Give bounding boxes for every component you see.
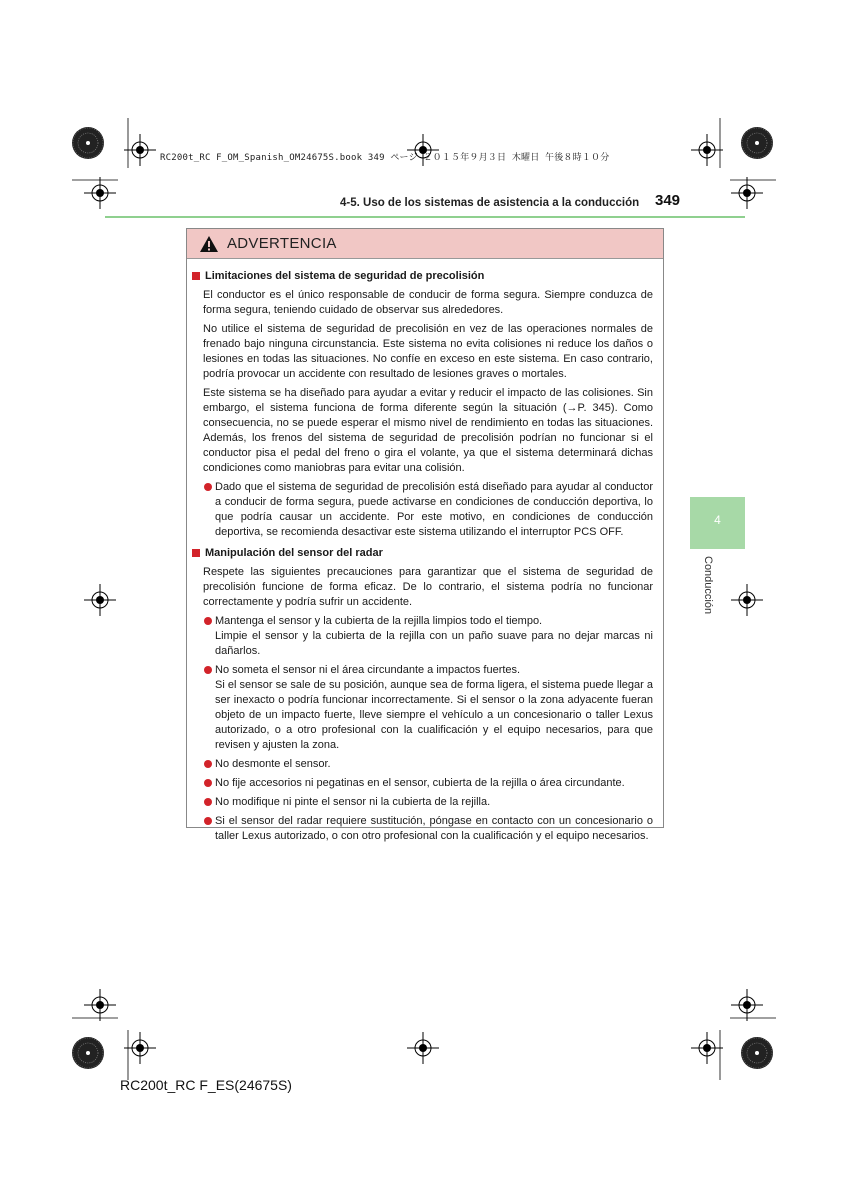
- chapter-tab: [690, 497, 745, 549]
- bullet-item: Mantenga el sensor y la cubierta de la rejilla limpios todo el tiempo. Limpie el sensor y la cubierta de la rejilla con un paño suave para no dejar marcas ni dañarlos.: [187, 614, 663, 659]
- bullet-item: No modifique ni pinte el sensor ni la cubierta de la rejilla.: [187, 795, 663, 810]
- chapter-label: Conducción: [702, 556, 714, 615]
- paragraph: El conductor es el único responsable de conducir de forma segura. Siempre conduzca de forma segura, teniendo cuidado de observar sus alrededores.: [203, 289, 653, 316]
- warning-triangle-icon: [199, 235, 219, 253]
- red-bullet-icon: [204, 779, 212, 787]
- paragraph: Respete las siguientes precauciones para garantizar que el sistema de seguridad de precolisión funcione de forma eficaz. De lo contrario, el sistema podría no funcionar correctamente y podría sufrir un accidente.: [203, 566, 653, 608]
- red-bullet-icon: [204, 483, 212, 491]
- subsection-heading: Manipulación del sensor del radar: [187, 546, 663, 561]
- warning-box: [186, 228, 664, 842]
- subsection-heading: Limitaciones del sistema de seguridad de precolisión: [187, 269, 663, 284]
- red-bullet-icon: [204, 617, 212, 625]
- bullet-item: Si el sensor del radar requiere sustitución, póngase en contacto con un concesionario o taller Lexus autorizado, o con otro profesional con la cualificación y el equipo necesarios.: [187, 814, 663, 844]
- page-number: 349: [655, 192, 681, 209]
- bullet-item: Dado que el sistema de seguridad de precolisión está diseñado para ayudar al conductor a conducir de forma segura, puede activarse en condiciones de conducción deportiva, lo que podría causar un accidente. Por este motivo, en condiciones de conducción deportiva, se recomienda desactivar este sistema utilizando el interruptor PCS OFF.: [187, 480, 663, 540]
- red-square-icon: [192, 549, 200, 557]
- bullet-item: No desmonte el sensor.: [187, 757, 663, 772]
- red-bullet-icon: [204, 817, 212, 825]
- bullet-item: No someta el sensor ni el área circundante a impactos fuertes. Si el sensor se sale de su posición, aunque sea de forma ligera, el sistema puede llegar a ser inexacto o podría funcionar incorrectamente. Si el sensor o la zona adyacente fueran objeto de un impacto fuerte, lleve siempre el vehículo a un concesionario o taller Lexus autorizado, o a otro profesional con la cualificación y el equipo necesarios, para que revisen y ajusten la zona.: [187, 663, 663, 753]
- paragraph: No utilice el sistema de seguridad de precolisión en vez de las operaciones normales de frenado bajo ninguna circunstancia. Este sistema no evita colisiones ni reduce los daños o lesiones en todas las situaciones. No confíe en exceso en este sistema. En caso contrario, podría provocar un accidente con resultado de lesiones graves o mortales.: [203, 323, 653, 380]
- bullet-item: No fije accesorios ni pegatinas en el sensor, cubierta de la rejilla o área circundante.: [187, 776, 663, 791]
- red-bullet-icon: [204, 760, 212, 768]
- section-title: 4-5. Uso de los sistemas de asistencia a la conducción: [340, 197, 640, 209]
- paragraph: Este sistema se ha diseñado para ayudar a evitar y reducir el impacto de las colisiones. Sin embargo, el sistema funciona de forma diferente según la situación (→P. 345). Como consecuencia, no se puede esperar el mismo nivel de rendimiento en todas las situaciones. Además, los frenos del sistema de seguridad de precolisión podrían no funcionar si el conductor pisa el pedal del freno o gira el volante, ya que el sistema determinará dichas condiciones como maniobras para evitar una colisión.: [203, 387, 653, 474]
- chapter-number: 4: [714, 513, 721, 527]
- print-info-line: RC200t_RC F_OM_Spanish_OM24675S.book 349 ページ ２０１５年９月３日 木曜日 午後８時１０分: [160, 153, 610, 163]
- red-bullet-icon: [204, 798, 212, 806]
- red-bullet-icon: [204, 666, 212, 674]
- document-code: RC200t_RC F_ES(24675S): [120, 1077, 292, 1093]
- warning-title: ADVERTENCIA: [227, 235, 337, 252]
- warning-header: [187, 229, 663, 259]
- header-rule: [105, 216, 745, 218]
- warning-content: [187, 263, 663, 842]
- red-square-icon: [192, 272, 200, 280]
